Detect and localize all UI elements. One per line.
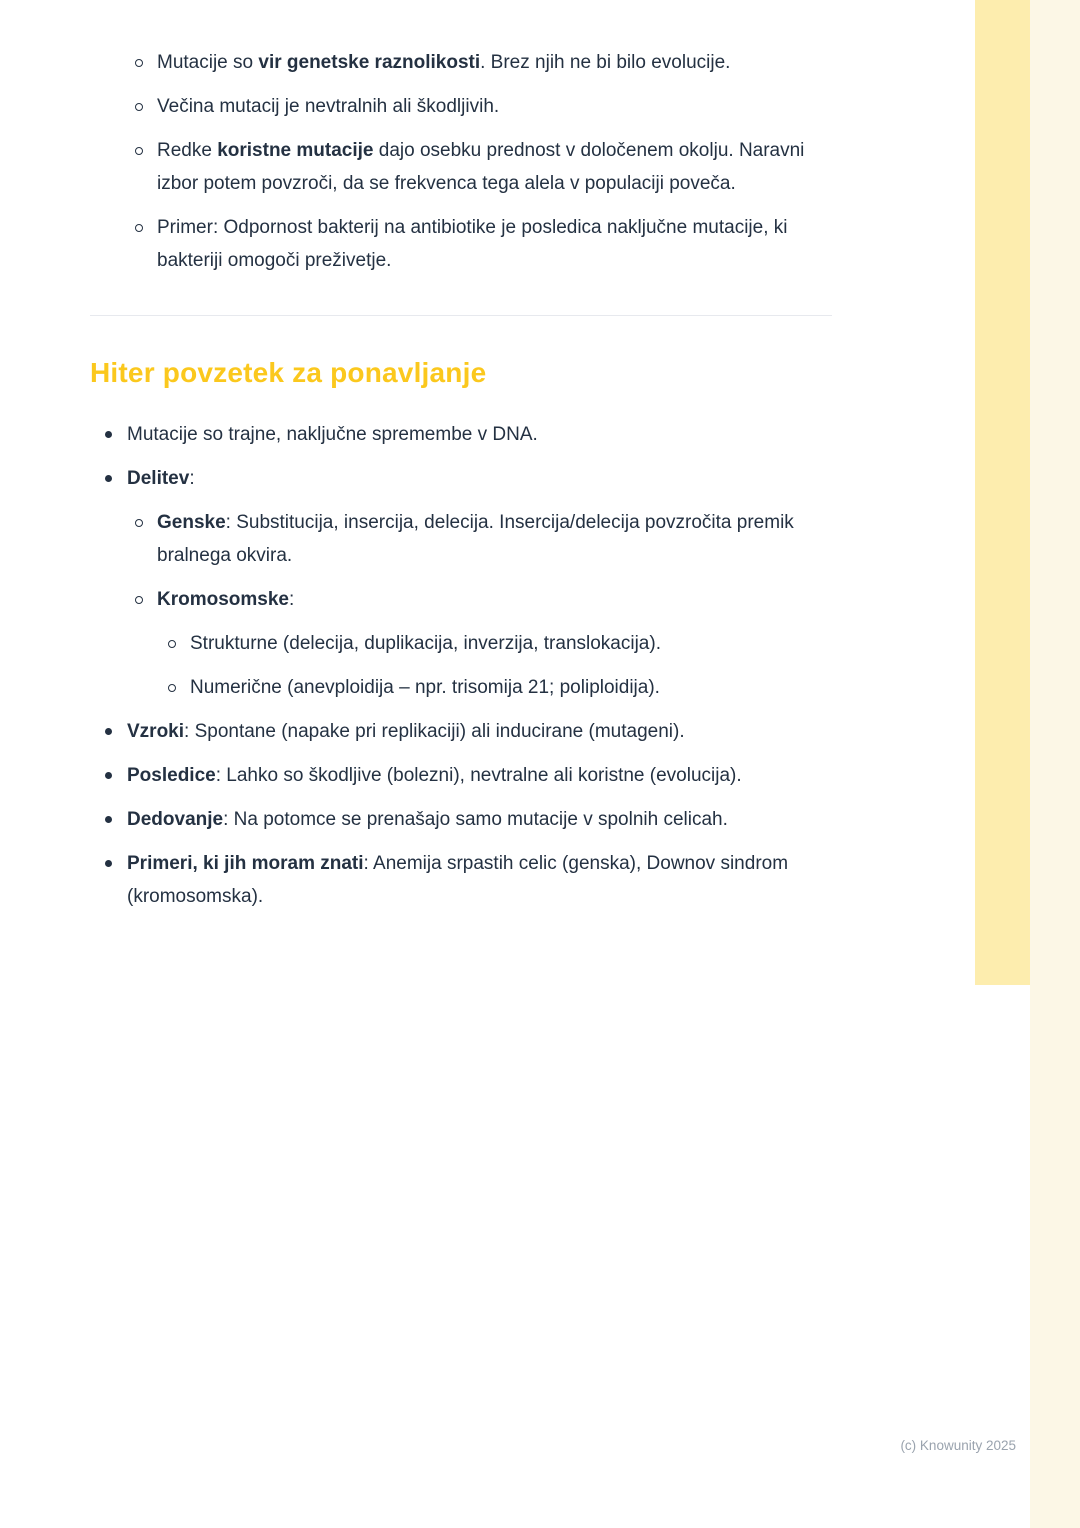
list-item-text (127, 418, 832, 451)
bold-text: Delitev (127, 468, 190, 489)
page-edge-decoration (1030, 0, 1080, 1528)
bullet-marker-column (168, 627, 190, 660)
yellow-stripe-decoration (975, 0, 1030, 985)
bold-text: Primeri, ki jih moram znati (127, 853, 364, 874)
bullet-marker-column (135, 211, 157, 277)
copyright-footer: (c) Knowunity 2025 (900, 1438, 1016, 1453)
circle-bullet-icon (135, 224, 143, 232)
bold-text: vir genetske raznolikosti (258, 52, 481, 73)
bold-text: Genske (157, 512, 226, 533)
list-item-text (127, 803, 832, 836)
list-item (90, 46, 832, 79)
list-item (90, 90, 832, 123)
list-item (90, 583, 832, 616)
list-item (90, 506, 832, 572)
text: : (289, 589, 295, 610)
list-item-text (157, 211, 832, 277)
bullet-marker-column (135, 134, 157, 200)
circle-bullet-icon (135, 103, 143, 111)
list-item (90, 671, 832, 704)
text: Mutacije so (157, 52, 259, 73)
disc-bullet-icon (105, 475, 112, 482)
circle-bullet-icon (135, 519, 143, 527)
bullet-marker-column (135, 90, 157, 123)
bold-text: Dedovanje (127, 809, 224, 830)
circle-bullet-icon (135, 59, 143, 67)
bullet-marker-column (135, 46, 157, 79)
list-item-text (157, 134, 832, 200)
list-item (90, 462, 832, 495)
disc-bullet-icon (105, 860, 112, 867)
summary-heading: Hiter povzetek za ponavljanje (90, 357, 487, 388)
bold-text: Kromosomske (157, 589, 289, 610)
bold-text: Vzroki (127, 721, 185, 742)
list-item-text (190, 671, 832, 704)
text: : Na potomce se prenašajo samo mutacije v spolnih celicah. (223, 809, 728, 830)
circle-bullet-icon (135, 596, 143, 604)
disc-bullet-icon (105, 728, 112, 735)
list-item-text (157, 583, 832, 616)
bullet-marker-column (105, 803, 127, 836)
list-item-text (127, 715, 832, 748)
content-section (90, 46, 832, 924)
text: : Spontane (napake pri replikaciji) ali inducirane (mutageni). (184, 721, 685, 742)
text: : Anemija srpastih celic (genska), Downov sindrom (kromosomska). (127, 853, 789, 907)
list-item (90, 418, 832, 451)
bullet-marker-column (135, 583, 157, 616)
text: : (189, 468, 195, 489)
disc-bullet-icon (105, 816, 112, 823)
list-item (90, 134, 832, 200)
circle-bullet-icon (168, 684, 176, 692)
disc-bullet-icon (105, 431, 112, 438)
list-item (90, 715, 832, 748)
text: Primer: Odpornost bakterij na antibiotike je posledica naključne mutacije, ki bakteriji omogoči preživetje. (157, 217, 788, 271)
text: Večina mutacij je nevtralnih ali škodljivih. (157, 96, 500, 117)
text: Mutacije so trajne, naključne spremembe v DNA. (127, 424, 538, 445)
text: dajo osebku prednost v določenem okolju. Naravni izbor potem povzroči, da se frekvenca tega alela v populaciji poveča. (157, 140, 805, 194)
list-item (90, 211, 832, 277)
list-item (90, 627, 832, 660)
list-item (90, 759, 832, 792)
list-item (90, 803, 832, 836)
bullet-marker-column (105, 462, 127, 495)
bold-text: koristne mutacije (217, 140, 374, 161)
intro-list (90, 46, 832, 277)
bullet-marker-column (135, 506, 157, 572)
circle-bullet-icon (135, 147, 143, 155)
bullet-marker-column (105, 847, 127, 913)
summary-list (90, 418, 832, 913)
list-item-text (157, 90, 832, 123)
list-item (90, 847, 832, 913)
text: : Lahko so škodljive (bolezni), nevtralne ali koristne (evolucija). (215, 765, 742, 786)
text: Strukturne (delecija, duplikacija, inverzija, translokacija). (190, 633, 661, 654)
list-item-text (127, 847, 832, 913)
disc-bullet-icon (105, 772, 112, 779)
bold-text: Posledice (127, 765, 216, 786)
list-item-text (157, 46, 832, 79)
bullet-marker-column (105, 715, 127, 748)
circle-bullet-icon (168, 640, 176, 648)
bullet-marker-column (105, 418, 127, 451)
list-item-text (157, 506, 832, 572)
text: Numerične (anevploidija – npr. trisomija 21; poliploidija). (190, 677, 660, 698)
text: : Substitucija, insercija, delecija. Insercija/delecija povzročita premik bralnega okvira. (157, 512, 794, 566)
bullet-marker-column (105, 759, 127, 792)
list-item-text (127, 759, 832, 792)
list-item-text (127, 462, 832, 495)
section-divider (90, 315, 832, 316)
text: Redke (157, 140, 218, 161)
list-item-text (190, 627, 832, 660)
text: . Brez njih ne bi bilo evolucije. (480, 52, 731, 73)
bullet-marker-column (168, 671, 190, 704)
